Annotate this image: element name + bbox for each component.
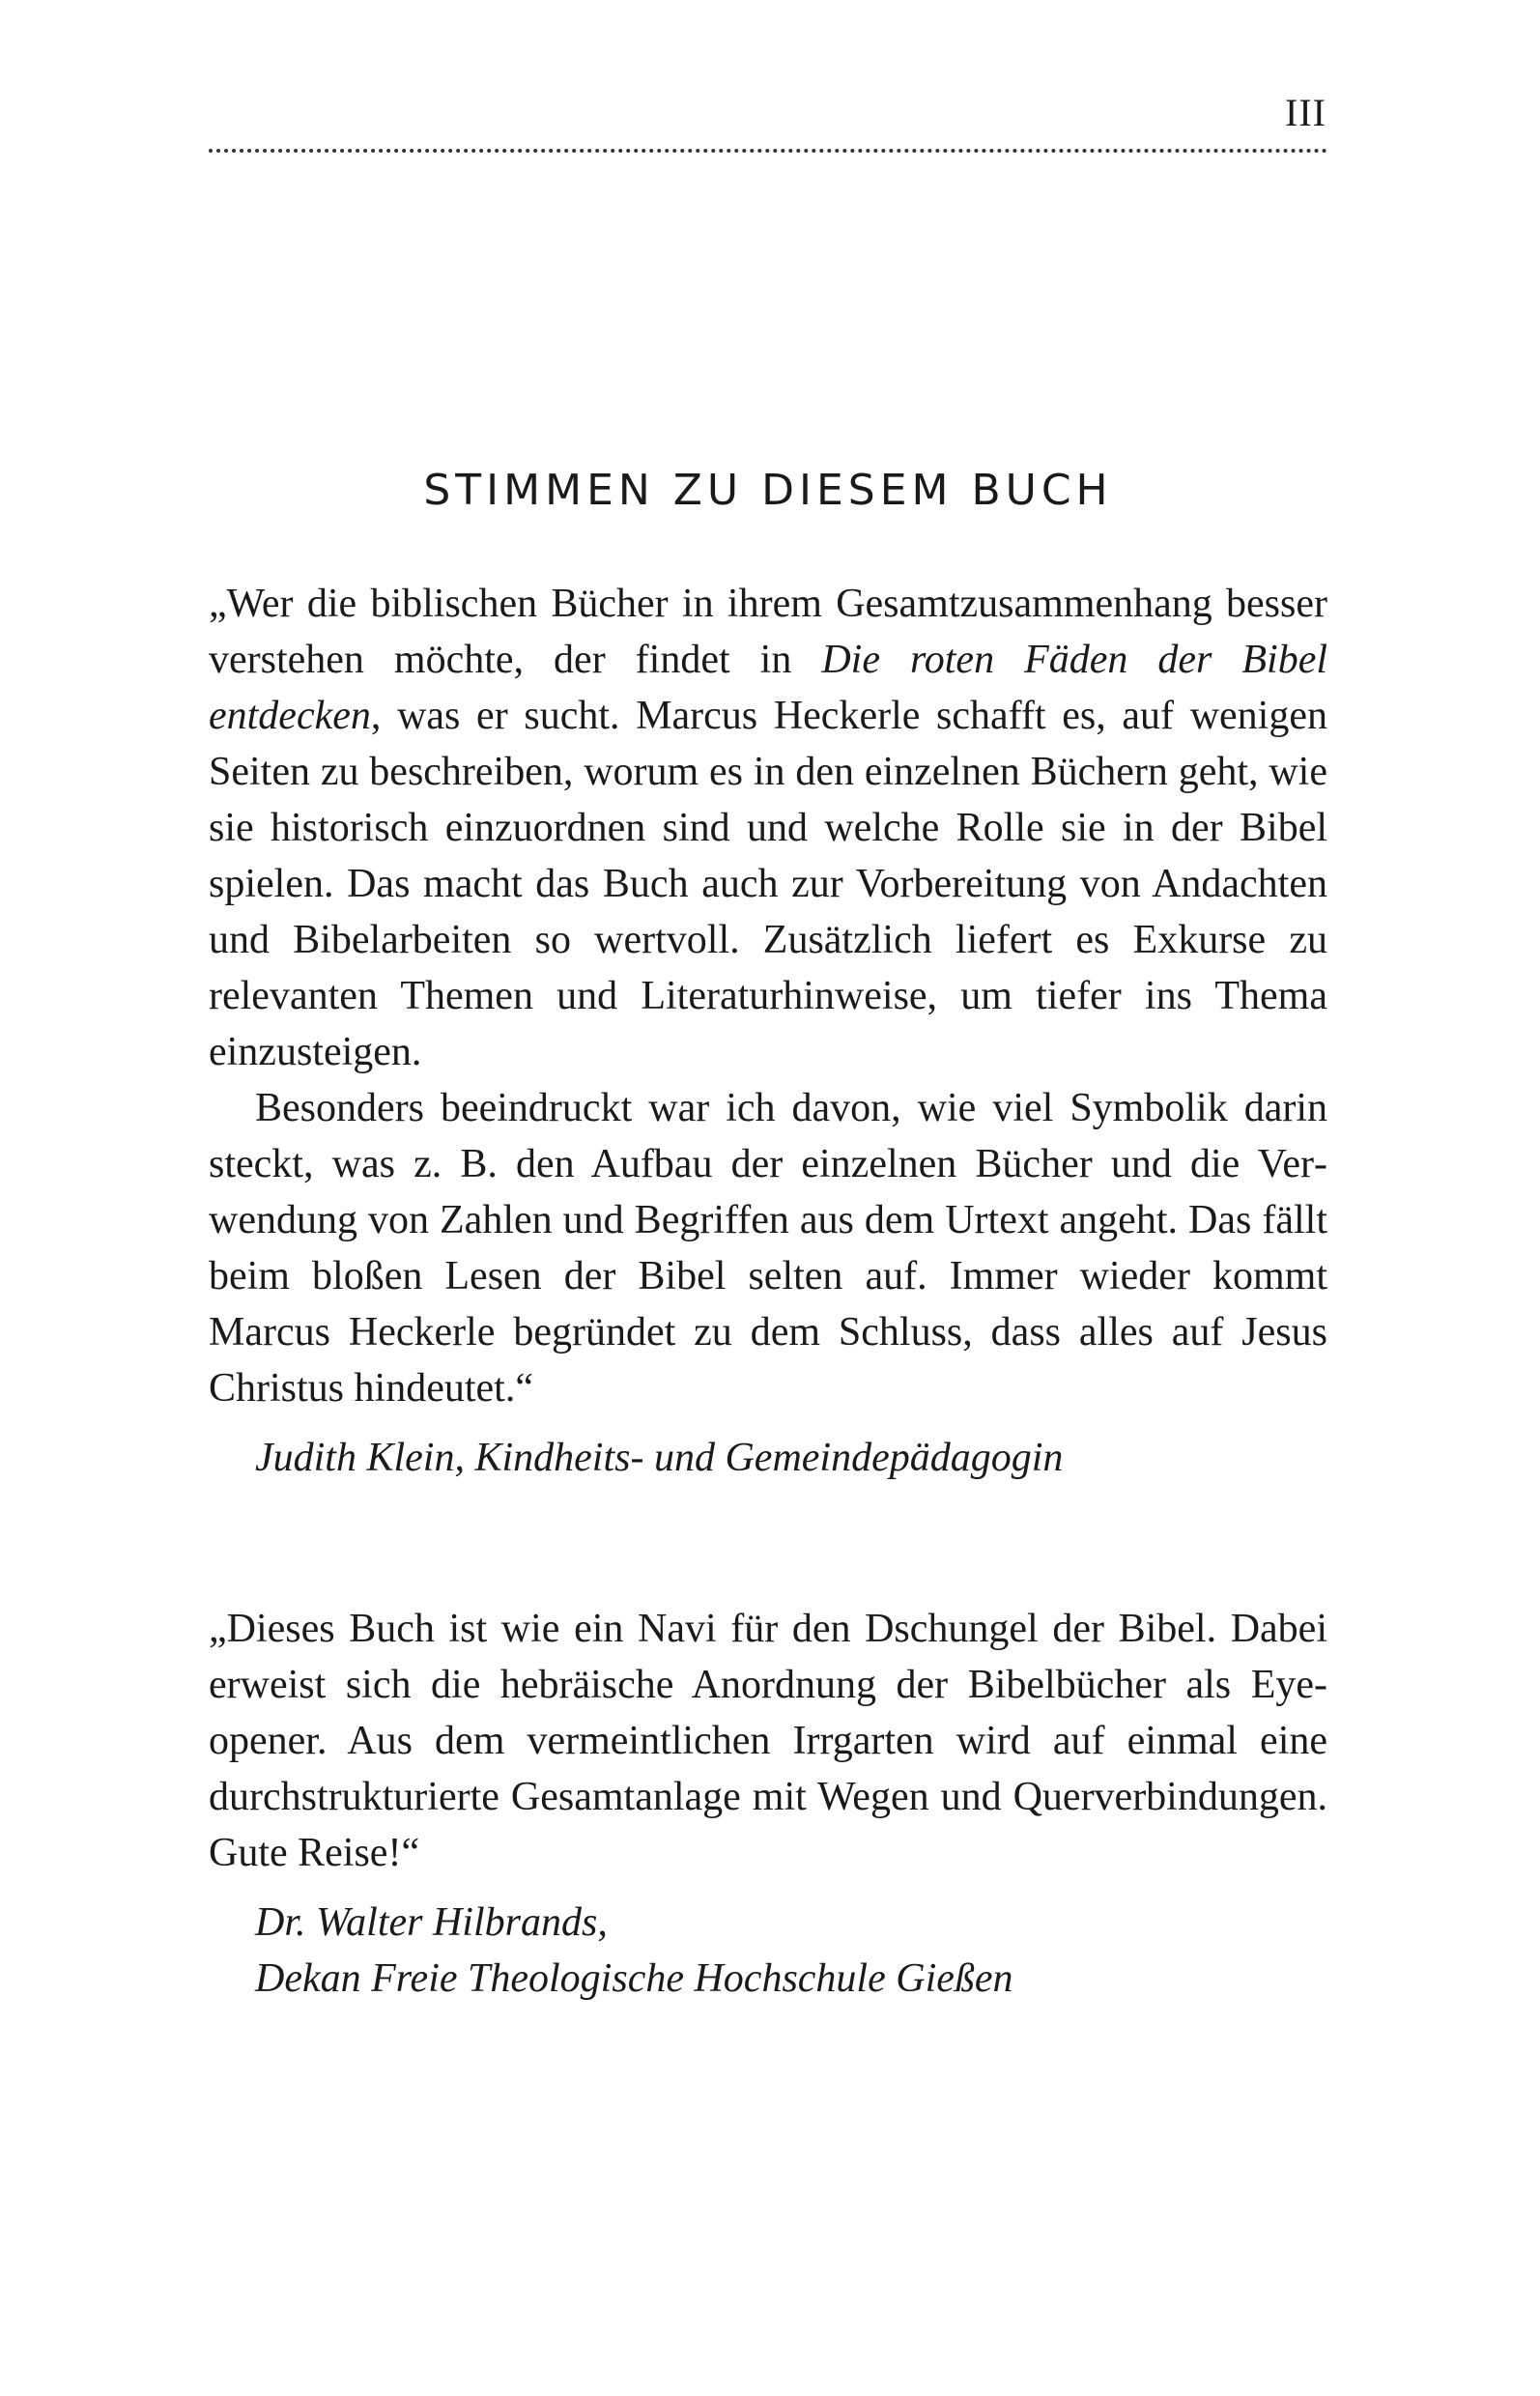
quote-block-2 [209,1601,1327,2007]
quote-1-attribution [209,1430,1327,1486]
quote-1-paragraph-1 [209,576,1327,1080]
quote-1-paragraph-1-text-b: , was er sucht. Marcus Heckerle schafft es, auf wenigen Seiten zu beschreiben, worum es in den einzelnen Büchern geht, wie sie historisch einzuordnen sind und welche Rolle sie in der Bibel spielen. Das macht das Buch auch zur Vorbereitung von Andachten und Bibelarbeiten so wertvoll. Zusätzlich liefert es Exkurse zu relevanten Themen und Literaturhinweise, um tiefer ins Thema einzusteigen. [209,694,1327,1074]
quote-2-paragraph-1: „Dieses Buch ist wie ein Navi für den Dschungel der Bibel. Dabei erweist sich die hebräische Anordnung der Bibelbücher als Eyeopener. Aus dem vermeintlichen Irrgarten wird auf einmal eine durchstrukturierte Gesamtanlage mit Wegen und Querverbindungen. Gute Reise!“ [209,1607,1327,1875]
page-number: III [1285,91,1326,134]
quote-1-paragraph-1-text-a: „Wer die biblischen Bücher in ihrem Gesamtzusammenhang besser verstehen möchte, der findet in [209,582,1327,682]
section-title: STIMMEN ZU DIESEM BUCH [423,466,1113,515]
quote-2-attribution [209,1895,1327,2007]
quote-1-paragraph-2: Besonders beeindruckt war ich davon, wie viel Symbolik darin steckt, was z. B. den Aufbau der einzelnen Bücher und die Verwendung von Zahlen und Begriffen aus dem Urtext angeht. Das fällt beim bloßen Lesen der Bibel selten auf. Immer wieder kommt Marcus Heckerle begründet zu dem Schluss, dass alles auf Jesus Christus hindeutet.“ [209,1086,1327,1411]
quote-block-1 [209,576,1327,1486]
quote-1-attribution-line-1: Judith Klein, Kindheits- und Gemeindepädagogin [255,1436,1064,1480]
quote-2-attribution-line-1: Dr. Walter Hilbrands, [255,1900,608,1945]
header-dotted-rule [209,149,1327,153]
quote-2-attribution-line-2: Dekan Freie Theologische Hochschule Gießen [255,1956,1013,2001]
book-title-reference: Die roten Fäden der Bibel entdecken [209,638,1327,738]
